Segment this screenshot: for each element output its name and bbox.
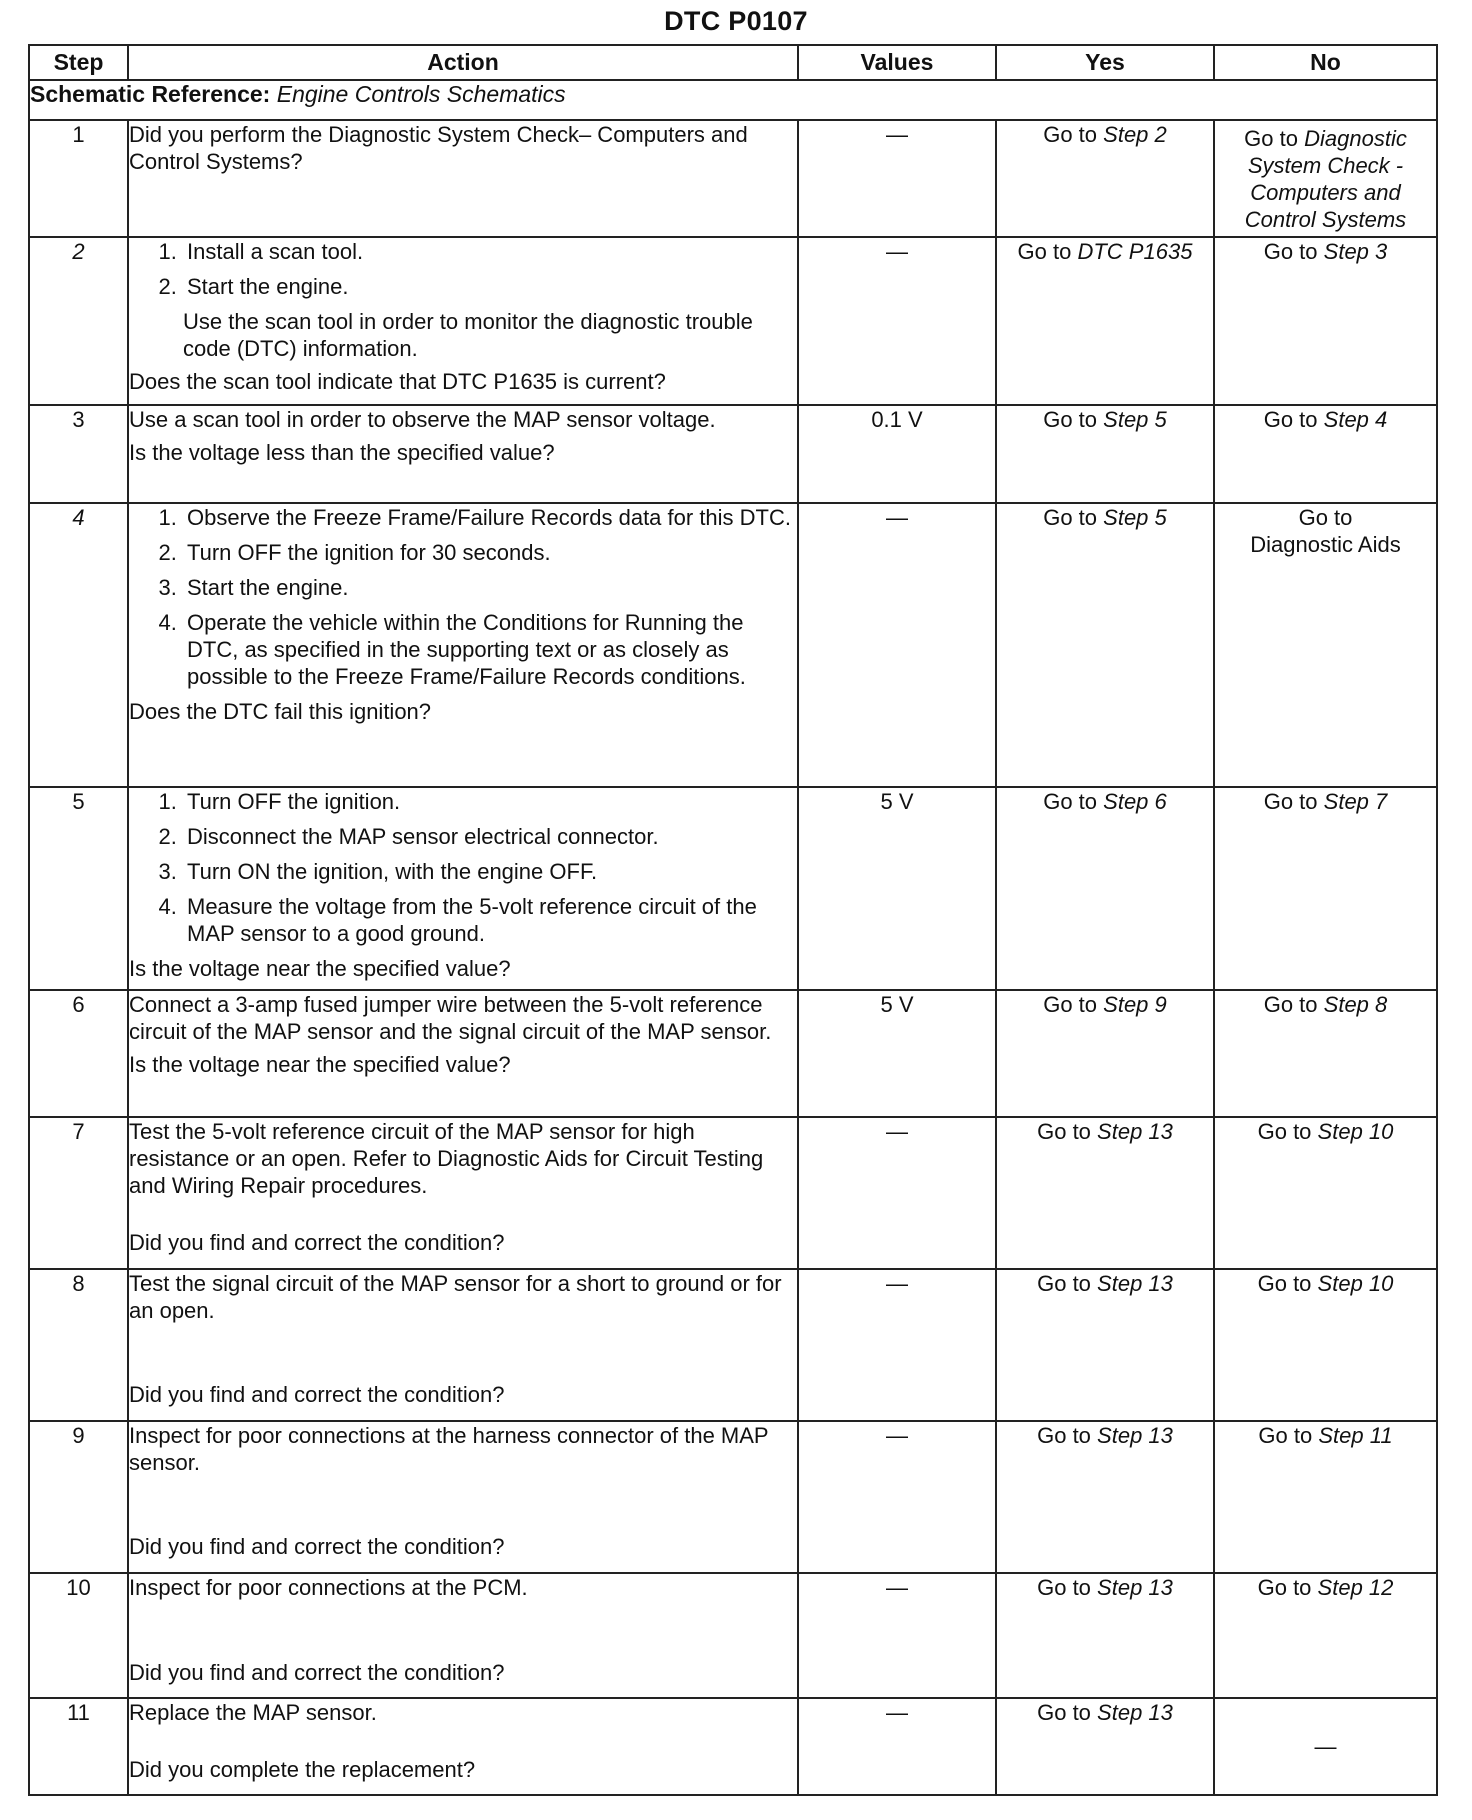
page-title: DTC P0107 — [664, 6, 808, 36]
substep: 3. Start the engine. — [183, 574, 797, 601]
header-no: No — [1214, 45, 1437, 80]
no-cell — [1214, 405, 1437, 503]
table-row — [29, 1421, 1437, 1573]
no-cell — [1214, 787, 1437, 990]
table-row — [29, 237, 1437, 405]
yes-cell — [996, 990, 1214, 1117]
no-cell — [1214, 503, 1437, 787]
value-cell: 0.1 V — [798, 405, 996, 503]
no-target: Step 7 — [1323, 789, 1388, 814]
action-cell — [128, 1117, 798, 1269]
action-cell — [128, 405, 798, 503]
table-row — [29, 405, 1437, 503]
action-text: Connect a 3-amp fused jumper wire between the 5-volt reference circuit of the MAP sensor and the signal circuit of the MAP sensor. — [129, 992, 772, 1044]
yes-target: Step 6 — [1103, 789, 1167, 814]
yes-cell — [996, 1421, 1214, 1573]
step-number: 3 — [29, 405, 128, 503]
yes-cell — [996, 120, 1214, 237]
goto-label: Go to — [1037, 1119, 1091, 1144]
action-question: Is the voltage less than the specified value? — [129, 440, 555, 465]
no-target: Step 12 — [1317, 1575, 1394, 1600]
action-question: Did you find and correct the condition? — [129, 1382, 505, 1407]
substep: 1. Install a scan tool. — [183, 238, 797, 265]
value-cell: — — [798, 1573, 996, 1698]
substep: 1. Observe the Freeze Frame/Failure Records data for this DTC. — [183, 504, 797, 531]
goto-label: Go to — [1037, 1575, 1091, 1600]
value-cell: — — [798, 1117, 996, 1269]
goto-label: Go to — [1257, 1271, 1312, 1296]
no-cell — [1214, 1573, 1437, 1698]
table-row — [29, 503, 1437, 787]
goto-label: Go to — [1043, 407, 1098, 432]
action-question: Does the scan tool indicate that DTC P1635 is current? — [129, 369, 666, 394]
action-text: Did you perform the Diagnostic System Check– Computers and Control Systems? — [129, 122, 748, 174]
no-target: Step 10 — [1317, 1271, 1394, 1296]
step-number: 8 — [29, 1269, 128, 1421]
substep: 2. Start the engine. — [183, 273, 797, 300]
action-cell — [128, 1421, 798, 1573]
no-target: Step 11 — [1318, 1423, 1393, 1448]
header-action: Action — [128, 45, 798, 80]
yes-target: Step 13 — [1097, 1119, 1173, 1144]
no-cell — [1214, 237, 1437, 405]
goto-label: Go to — [1037, 1271, 1091, 1296]
action-cell — [128, 1698, 798, 1795]
goto-label: Go to — [1043, 505, 1098, 530]
action-note: Use the scan tool in order to monitor the diagnostic trouble code (DTC) information. — [183, 309, 753, 361]
value-cell: — — [798, 503, 996, 787]
goto-label: Go to — [1017, 239, 1072, 264]
yes-target: Step 2 — [1103, 122, 1167, 147]
no-target: Step 3 — [1323, 239, 1388, 264]
value-cell: — — [798, 1421, 996, 1573]
action-cell — [128, 1269, 798, 1421]
no-cell — [1214, 120, 1437, 237]
goto-label: Go to — [1263, 239, 1318, 264]
step-number: 2 — [29, 237, 128, 405]
goto-label: Go to — [1257, 1119, 1312, 1144]
yes-target: Step 13 — [1097, 1423, 1173, 1448]
yes-cell — [996, 1698, 1214, 1795]
goto-label: Go to — [1263, 789, 1318, 814]
yes-cell — [996, 1573, 1214, 1698]
no-target: Diagnostic Aids — [1250, 532, 1401, 557]
yes-target: Step 13 — [1097, 1271, 1173, 1296]
no-cell — [1214, 1269, 1437, 1421]
step-number: 4 — [29, 503, 128, 787]
action-question: Is the voltage near the specified value? — [129, 956, 511, 981]
action-question: Did you find and correct the condition? — [129, 1534, 505, 1559]
substep-list — [129, 238, 797, 300]
no-target: Step 10 — [1317, 1119, 1394, 1144]
yes-target: Step 9 — [1103, 992, 1167, 1017]
substep: 3. Turn ON the ignition, with the engine OFF. — [183, 858, 797, 885]
goto-label: Go to — [1043, 992, 1098, 1017]
yes-cell — [996, 237, 1214, 405]
substep-list — [129, 788, 797, 947]
no-cell — [1214, 990, 1437, 1117]
schematic-reference-row — [29, 80, 1437, 120]
action-cell — [128, 120, 798, 237]
no-target: Diagnostic System Check - Computers and Control Systems — [1244, 126, 1407, 232]
header-yes: Yes — [996, 45, 1214, 80]
substep-list — [129, 504, 797, 690]
goto-label: Go to — [1263, 992, 1318, 1017]
action-text: Test the 5-volt reference circuit of the MAP sensor for high resistance or an open. Refer to Diagnostic Aids for Circuit Testing and Wiring Repair procedures. — [129, 1119, 764, 1198]
step-number: 7 — [29, 1117, 128, 1269]
goto-label: Go to — [1043, 789, 1098, 814]
action-text: Test the signal circuit of the MAP sensor for a short to ground or for an open. — [129, 1271, 782, 1323]
table-row — [29, 1698, 1437, 1795]
yes-target: Step 5 — [1103, 407, 1167, 432]
yes-cell — [996, 503, 1214, 787]
goto-label: Go to — [1257, 1575, 1312, 1600]
substep: 1. Turn OFF the ignition. — [183, 788, 797, 815]
step-number: 10 — [29, 1573, 128, 1698]
action-cell — [128, 503, 798, 787]
no-cell — [1214, 1117, 1437, 1269]
table-row — [29, 1269, 1437, 1421]
no-target: Step 8 — [1323, 992, 1388, 1017]
reference-value: Engine Controls Schematics — [276, 81, 566, 107]
yes-target: Step 5 — [1103, 505, 1167, 530]
schematic-reference — [29, 80, 1437, 120]
action-question: Is the voltage near the specified value? — [129, 1052, 511, 1077]
goto-label: Go to — [1244, 126, 1298, 151]
diagnostic-table — [28, 44, 1438, 1796]
value-cell: 5 V — [798, 990, 996, 1117]
yes-cell — [996, 1117, 1214, 1269]
action-question: Did you find and correct the condition? — [129, 1230, 505, 1255]
action-question: Does the DTC fail this ignition? — [129, 699, 432, 724]
no-target: Step 4 — [1323, 407, 1388, 432]
header-row — [29, 45, 1437, 80]
substep: 2. Disconnect the MAP sensor electrical connector. — [183, 823, 797, 850]
substep: 4. Measure the voltage from the 5-volt reference circuit of the MAP sensor to a good ground. — [183, 893, 797, 947]
action-cell — [128, 990, 798, 1117]
value-cell: — — [798, 1269, 996, 1421]
substep: 2. Turn OFF the ignition for 30 seconds. — [183, 539, 797, 566]
table-row — [29, 990, 1437, 1117]
table-row — [29, 787, 1437, 990]
table-row — [29, 1573, 1437, 1698]
yes-target: Step 13 — [1097, 1575, 1173, 1600]
step-number: 5 — [29, 787, 128, 990]
no-cell: — — [1214, 1698, 1437, 1795]
action-text: Inspect for poor connections at the harness connector of the MAP sensor. — [129, 1423, 769, 1475]
action-cell — [128, 237, 798, 405]
substep: 4. Operate the vehicle within the Conditions for Running the DTC, as specified in the supporting text or as closely as possible to the Freeze Frame/Failure Records conditions. — [183, 609, 797, 690]
value-cell: — — [798, 120, 996, 237]
header-step: Step — [29, 45, 128, 80]
action-question: Did you complete the replacement? — [129, 1757, 476, 1782]
action-question: Did you find and correct the condition? — [129, 1660, 505, 1685]
step-number: 9 — [29, 1421, 128, 1573]
action-cell — [128, 787, 798, 990]
table-row — [29, 120, 1437, 237]
value-cell: 5 V — [798, 787, 996, 990]
goto-label: Go to — [1258, 1423, 1313, 1448]
step-number: 6 — [29, 990, 128, 1117]
table-row — [29, 1117, 1437, 1269]
action-text: Inspect for poor connections at the PCM. — [129, 1575, 528, 1600]
yes-target: Step 13 — [1097, 1700, 1173, 1725]
goto-label: Go to — [1037, 1423, 1091, 1448]
yes-cell — [996, 1269, 1214, 1421]
yes-cell — [996, 405, 1214, 503]
action-cell — [128, 1573, 798, 1698]
action-text: Use a scan tool in order to observe the MAP sensor voltage. — [129, 407, 716, 432]
goto-label: Go to — [1298, 505, 1353, 530]
goto-label: Go to — [1263, 407, 1318, 432]
step-number: 1 — [29, 120, 128, 237]
yes-target: DTC P1635 — [1077, 239, 1193, 264]
value-cell: — — [798, 237, 996, 405]
no-cell — [1214, 1421, 1437, 1573]
action-text: Replace the MAP sensor. — [129, 1700, 377, 1725]
reference-label: Schematic Reference: — [30, 81, 271, 107]
goto-label: Go to — [1043, 122, 1098, 147]
value-cell: — — [798, 1698, 996, 1795]
header-values: Values — [798, 45, 996, 80]
goto-label: Go to — [1037, 1700, 1091, 1725]
step-number: 11 — [29, 1698, 128, 1795]
yes-cell — [996, 787, 1214, 990]
